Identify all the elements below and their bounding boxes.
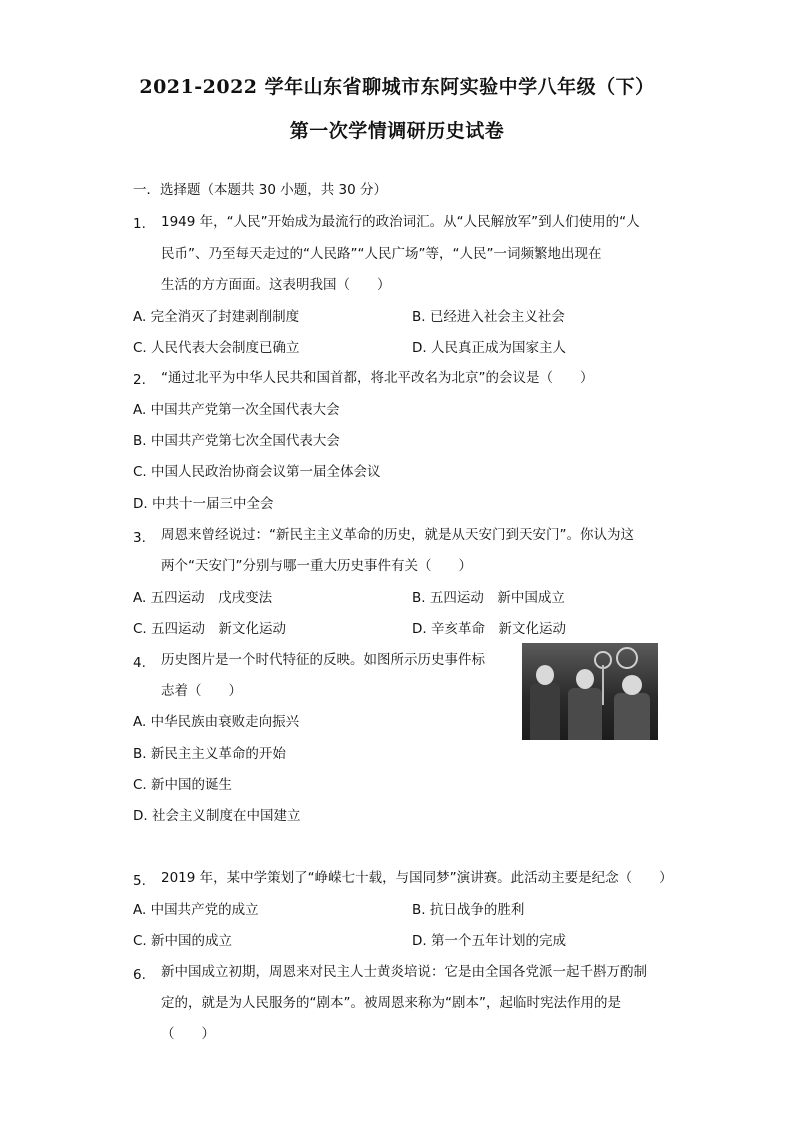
question-1-option-a: A. 完全消灭了封建剥削制度 (133, 309, 300, 325)
question-4-line2: 志着（ ） (161, 683, 242, 699)
question-3-line1: 周恩来曾经说过：“新民主主义革命的历史，就是从天安门到天安门”。你认为这 (161, 527, 634, 543)
question-5-option-d: D. 第一个五年计划的完成 (412, 933, 566, 949)
question-1-line1: 1949 年，“人民”开始成为最流行的政治词汇。从“人民解放军”到人们使用的“人 (161, 214, 640, 230)
question-1-option-d: D. 人民真正成为国家主人 (412, 340, 566, 356)
question-1-number: 1. (133, 216, 146, 232)
question-6-line3: （ ） (161, 1026, 215, 1042)
photo-mic-stand (602, 665, 604, 705)
question-3-number: 3. (133, 530, 146, 546)
question-1-line3: 生活的方方面面。这表明我国（ ） (161, 277, 391, 293)
question-2-option-c: C. 中国人民政治协商会议第一届全体会议 (133, 464, 381, 480)
question-3-line2: 两个“天安门”分别与哪一重大历史事件有关（ ） (161, 558, 472, 574)
question-5-line1: 2019 年，某中学策划了“峥嵘七十载，与国同梦”演讲赛。此活动主要是纪念（ ） (161, 870, 673, 886)
question-6-line1: 新中国成立初期，周恩来对民主人士黄炎培说：它是由全国各党派一起千斟万酌制 (161, 964, 647, 980)
question-4-option-b: B. 新民主主义革命的开始 (133, 746, 286, 762)
question-4-number: 4. (133, 655, 146, 671)
photo-figure-center (568, 688, 602, 740)
question-6-number: 6. (133, 967, 146, 983)
photo-head-center (576, 669, 594, 689)
question-1-option-b: B. 已经进入社会主义社会 (412, 309, 565, 325)
question-1-line2: 民币”、乃至每天走过的“人民路”“人民广场”等，“人民”一词频繁地出现在 (161, 246, 602, 262)
historical-photo-image (522, 643, 658, 740)
question-1-option-c: C. 人民代表大会制度已确立 (133, 340, 300, 356)
question-5-option-c: C. 新中国的成立 (133, 933, 233, 949)
question-6-line2: 定的，就是为人民服务的“剧本”。被周恩来称为“剧本”，起临时宪法作用的是 (161, 995, 621, 1011)
question-3-option-a: A. 五四运动 戊戌变法 (133, 590, 273, 606)
section-heading: 一．选择题（本题共 30 小题，共 30 分） (133, 182, 388, 198)
question-2-line1: “通过北平为中华人民共和国首都，将北平改名为北京”的会议是（ ） (161, 370, 594, 386)
photo-head-right (622, 675, 642, 695)
question-4-option-d: D. 社会主义制度在中国建立 (133, 808, 301, 824)
exam-title-line2: 第一次学情调研历史试卷 (289, 120, 505, 142)
question-3-option-d: D. 辛亥革命 新文化运动 (412, 621, 566, 637)
question-5-option-b: B. 抗日战争的胜利 (412, 902, 525, 918)
question-4-option-a: A. 中华民族由衰败走向振兴 (133, 714, 300, 730)
question-5-number: 5. (133, 873, 146, 889)
question-3-option-b: B. 五四运动 新中国成立 (412, 590, 565, 606)
photo-figure-left (530, 683, 560, 740)
question-2-option-b: B. 中国共产党第七次全国代表大会 (133, 433, 340, 449)
question-2-option-a: A. 中国共产党第一次全国代表大会 (133, 402, 340, 418)
question-5-option-a: A. 中国共产党的成立 (133, 902, 259, 918)
photo-head-left (536, 665, 554, 685)
question-3-option-c: C. 五四运动 新文化运动 (133, 621, 287, 637)
question-4-line1: 历史图片是一个时代特征的反映。如图所示历史事件标 (161, 652, 485, 668)
exam-title-line1: 2021-2022 学年山东省聊城市东阿实验中学八年级（下） (139, 76, 655, 98)
question-2-number: 2. (133, 372, 146, 388)
photo-figure-right (614, 693, 650, 740)
question-4-option-c: C. 新中国的诞生 (133, 777, 233, 793)
photo-microphone-icon-2 (616, 647, 638, 669)
question-2-option-d: D. 中共十一届三中全会 (133, 496, 274, 512)
